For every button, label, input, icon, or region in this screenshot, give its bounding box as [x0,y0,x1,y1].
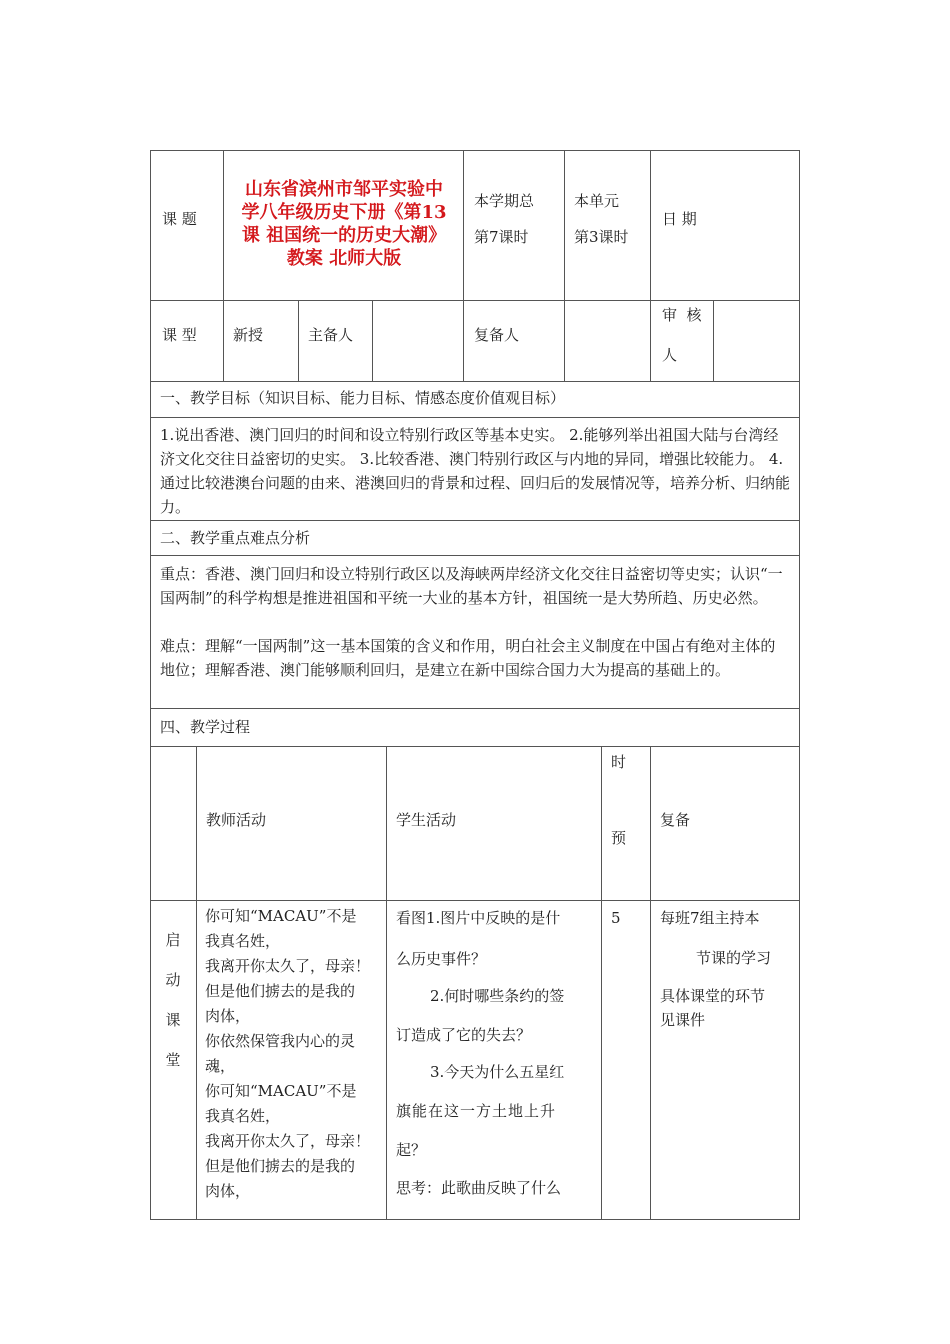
stage-char: 动 [165,971,181,989]
audit-label: 审 核 [662,306,702,324]
student-line: 么历史事件？ [396,950,487,968]
student-line: 起？ [396,1141,427,1159]
teacher-line: 你依然保管我内心的灵 [205,1032,356,1050]
label-keti: 课 题 [162,210,197,228]
date-label: 日 期 [662,210,697,228]
student-line: 旗能在这一方土地上升 [396,1102,557,1120]
section4-heading: 四、教学过程 [160,718,251,736]
label-kexing: 课 型 [162,326,197,344]
teacher-line: 我真名姓， [205,1107,281,1125]
student-line: 思考：此歌曲反映了什么 [396,1179,562,1197]
audit-label-2: 人 [662,346,678,364]
col-teacher-header: 教师活动 [206,811,267,829]
reviewer-label: 复备人 [474,326,520,344]
teacher-line: 你可知“MACAU”不是 [205,907,357,925]
key-points: 重点：香港、澳门回归和设立特别行政区以及海峡两岸经济文化交往日益密切等史实；认识“一国两制”的科学构想是推进祖国和平统一大业的基本方针，祖国统一是大势所趋、历史必然。 [160,565,783,607]
col-student-header: 学生活动 [396,811,457,829]
section1-heading: 一、教学目标（知识目标、能力目标、情感态度价值观目标） [160,389,566,407]
review-line: 节课的学习 [696,949,772,967]
teacher-line: 我离开你太久了，母亲！ [205,957,371,975]
teacher-line: 肉体， [205,1182,251,1200]
unit-value: 第3课时 [574,228,629,246]
semester-value: 第7课时 [474,228,529,246]
difficulties: 难点：理解“一国两制”这一基本国策的含义和作用，明白社会主义制度在中国占有绝对主体的地位；理解香港、澳门能够顺利回归，是建立在新中国综合国力大为提高的基础上的。 [160,637,776,679]
student-line: 2.何时哪些条约的签 [430,987,565,1005]
lesson-title: 山东省滨州市邹平实验中学八年级历史下册《第13课 祖国统一的历史大潮》教案 北师大版 [241,179,447,269]
review-line: 每班7组主持本 [660,909,760,927]
teacher-line: 但是他们掳去的是我的 [205,982,356,1000]
stage-char: 课 [165,1011,181,1029]
unit-label: 本单元 [574,192,620,210]
stage-char: 启 [165,931,181,949]
review-line: 具体课堂的环节 [660,987,766,1005]
section2-heading: 二、教学重点难点分析 [160,529,311,547]
time-value: 5 [611,909,621,927]
main-preparer-label: 主备人 [308,326,354,344]
semester-label: 本学期总 [474,192,535,210]
kexing-value: 新授 [233,326,264,344]
col-time-header-1: 时 [611,753,627,771]
teacher-line: 肉体， [205,1007,251,1025]
teacher-line: 但是他们掳去的是我的 [205,1157,356,1175]
student-line: 订造成了它的失去？ [396,1026,532,1044]
stage-char: 堂 [165,1051,181,1069]
teacher-line: 我真名姓， [205,932,281,950]
teacher-line: 魂， [205,1057,236,1075]
teacher-line: 你可知“MACAU”不是 [205,1082,357,1100]
student-line: 3.今天为什么五星红 [430,1063,565,1081]
col-review-header: 复备 [660,811,691,829]
review-line: 见课件 [660,1011,706,1029]
teacher-line: 我离开你太久了，母亲！ [205,1132,371,1150]
col-time-header-2: 预 [611,829,627,847]
stage-label [163,920,183,1080]
student-line: 看图1.图片中反映的是什 [396,909,561,927]
section1-content: 1.说出香港、澳门回归的时间和设立特别行政区等基本史实。 2.能够列举出祖国大陆与台湾经济文化交往日益密切的史实。 3.比较香港、澳门特别行政区与内地的异同，增强比较能力。 4.通过比较港澳台问题的由来、港澳回归的背景和过程、回归后的发展情况等，培养分析、归纳能力。 [160,426,791,516]
